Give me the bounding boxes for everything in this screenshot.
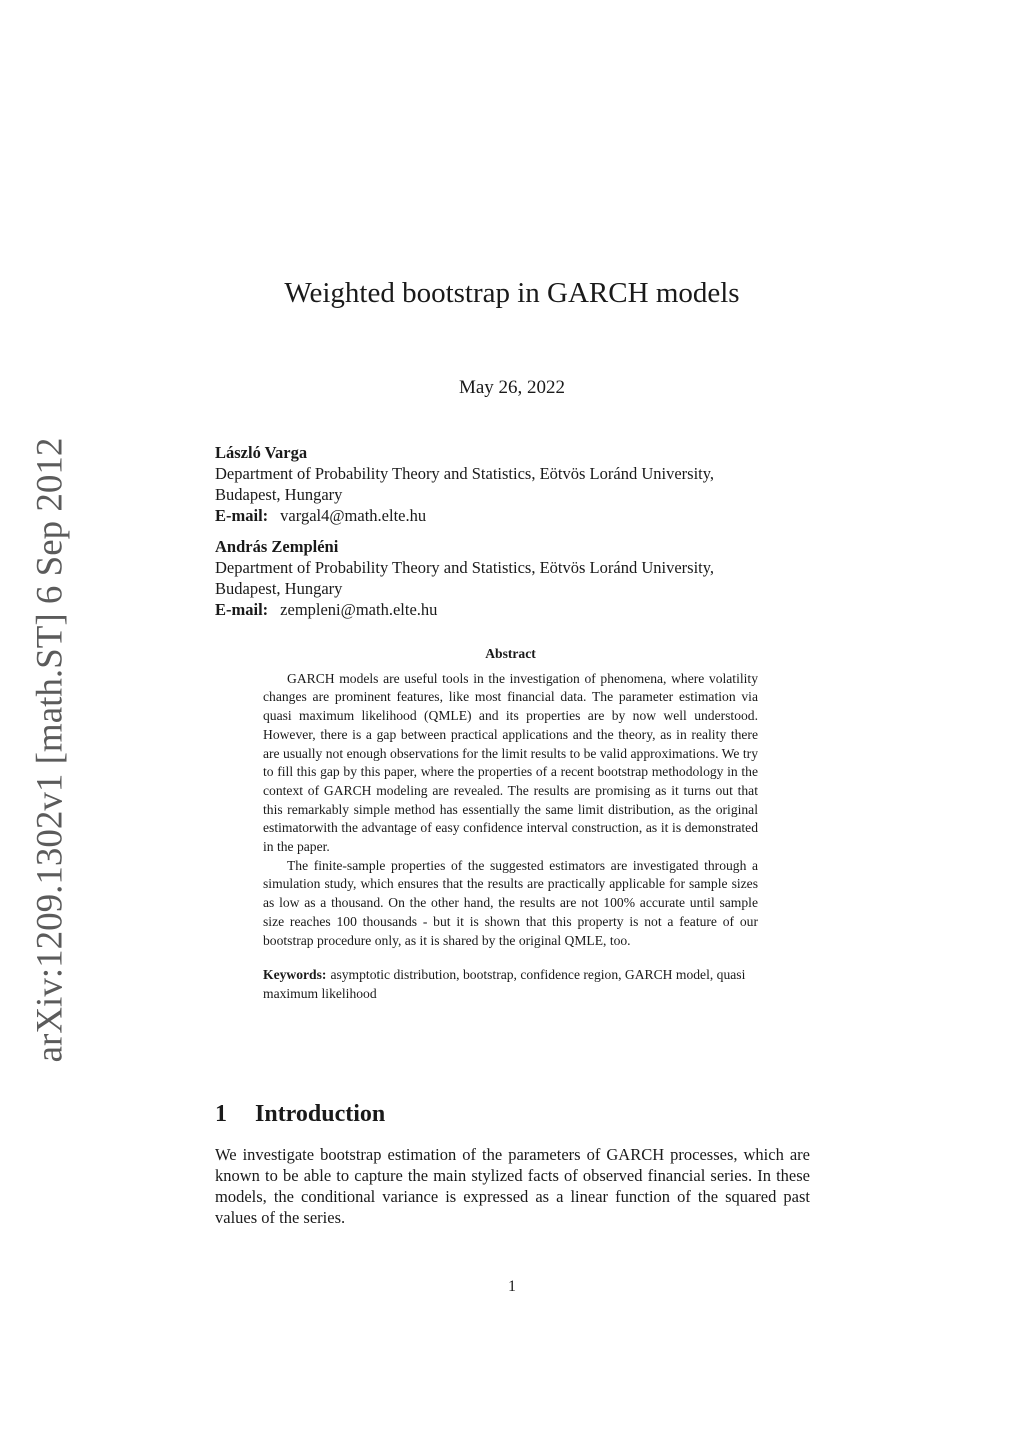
section-number: 1 — [215, 1101, 227, 1127]
author-block-1 — [215, 442, 815, 526]
author-block-2 — [215, 536, 815, 620]
abstract-heading: Abstract — [485, 646, 536, 661]
abstract-paragraph-1: GARCH models are useful tools in the investigation of phenomena, where volatility changes are prominent features, like most financial data. The parameter estimation via quasi maximum likelihood (QMLE) and its properties are by now well understood. However, there is a gap between practical applications and the theory, as in reality there are usually not enough observations for the limit results to be valid approximations. We try to fill this gap by this paper, where the properties of a recent bootstrap methodology in the context of GARCH modeling are revealed. The results are promising as it turns out that this remarkably simple method has essentially the same limit distribution, as the original estimatorwith the advantage of easy confidence interval construction, as it is demonstrated in the paper. — [263, 670, 758, 855]
paper-title: Weighted bootstrap in GARCH models — [284, 277, 740, 309]
keywords — [263, 966, 758, 1003]
author-name: András Zempléni — [215, 537, 339, 556]
abstract — [263, 645, 758, 1004]
arxiv-stamp-text: arXiv:1209.1302v1 [math.ST] 6 Sep 2012 — [29, 437, 71, 1063]
section-heading — [215, 1101, 810, 1128]
author-affiliation: Department of Probability Theory and Statistics, Eötvös Loránd University, — [215, 558, 715, 577]
author-email-line — [215, 599, 815, 620]
keywords-list: asymptotic distribution, bootstrap, confidence region, GARCH model, quasi maximum likelihood — [263, 967, 746, 1001]
author-email: zempleni@math.elte.hu — [280, 600, 438, 619]
email-label: E-mail: — [215, 506, 269, 525]
section-introduction — [215, 1101, 810, 1228]
arxiv-stamp — [20, 437, 80, 1063]
author-affiliation-city: Budapest, Hungary — [215, 485, 343, 504]
author-list — [215, 442, 815, 630]
abstract-paragraph-2: The finite-sample properties of the suggested estimators are investigated through a simulation study, which ensures that the results are practically applicable for sample sizes as low as a thousand. On the other hand, the results are not 100% accurate until sample size reaches 100 thousands - but it is shown that this property is not a feature of our bootstrap procedure only, as it is shared by the original QMLE, too. — [263, 857, 758, 948]
author-name: László Varga — [215, 443, 308, 462]
page-number: 1 — [508, 1278, 516, 1295]
keywords-label: Keywords: — [263, 967, 327, 983]
author-affiliation-city: Budapest, Hungary — [215, 579, 343, 598]
section-title: Introduction — [255, 1101, 386, 1127]
author-affiliation: Department of Probability Theory and Statistics, Eötvös Loránd University, — [215, 464, 715, 483]
paper-date: May 26, 2022 — [458, 377, 566, 398]
author-email-line — [215, 505, 815, 526]
author-email: vargal4@math.elte.hu — [280, 506, 427, 525]
email-label: E-mail: — [215, 600, 269, 619]
section-body: We investigate bootstrap estimation of the parameters of GARCH processes, which are known to be able to capture the main stylized facts of observed financial series. In these models, the conditional variance is expressed as a linear function of the squared past values of the series. — [215, 1145, 810, 1227]
